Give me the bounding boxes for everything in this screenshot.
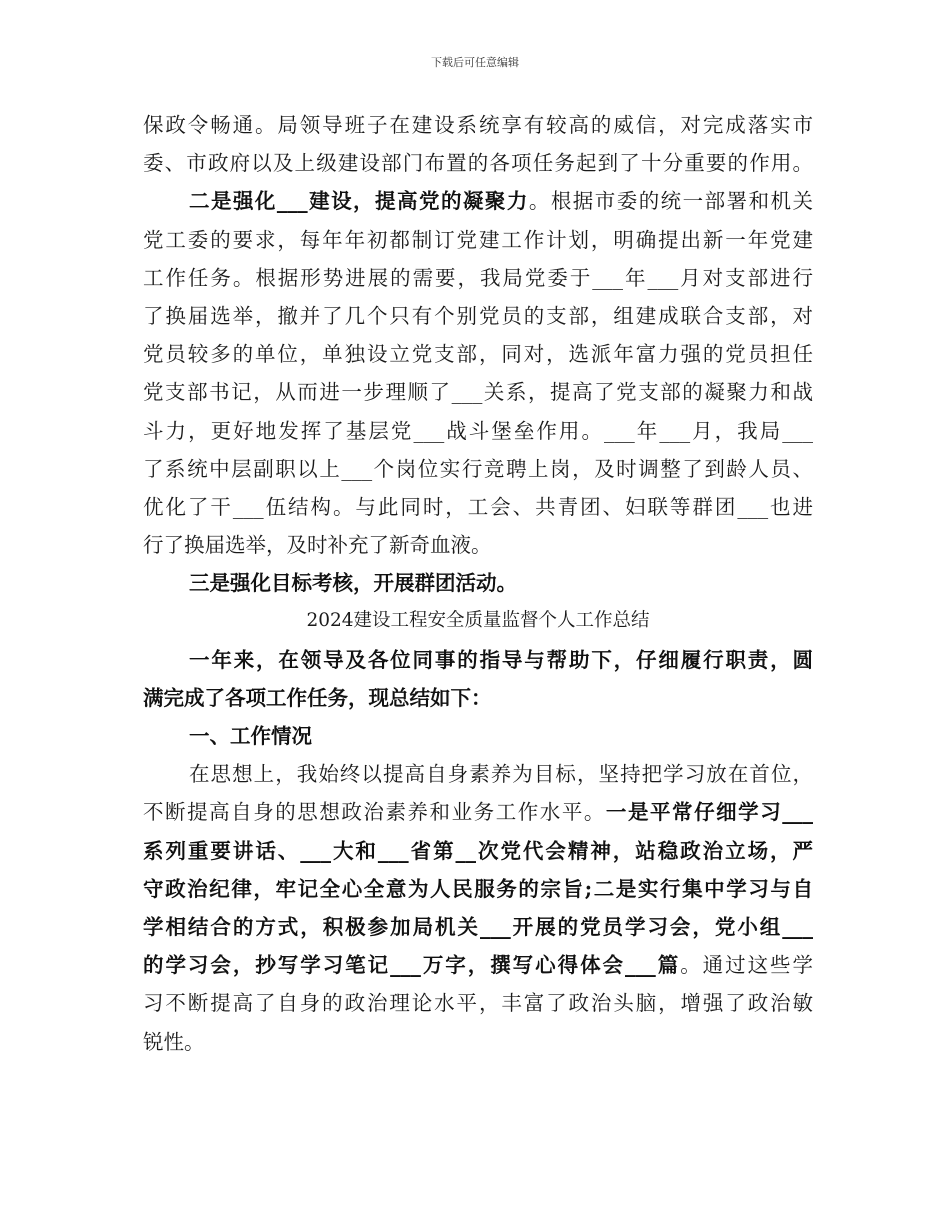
bold-text: 一是平常仔细学习___ (605, 800, 813, 825)
paragraph-line: 学相结合的方式，积极参加局机关___开展的党员学习会，党小组___ (143, 914, 813, 939)
paragraph-line: 了换届选举，撤并了几个只有个别党员的支部，组建成联合支部，对 (143, 303, 813, 328)
paragraph-line: 习不断提高了自身的政治理论水平，丰富了政治头脑，增强了政治敏 (143, 991, 813, 1016)
paragraph-text: 。根据市委的统一部署和机关 (528, 189, 813, 214)
paragraph-line: 保政令畅通。局领导班子在建设系统享有较高的威信，对完成落实市 (143, 113, 813, 137)
paragraph-line (143, 946, 813, 984)
section-heading: 一、工作情况 (189, 724, 312, 748)
paragraph-line: 系列重要讲话、___大和___省第__次党代会精神，站稳政治立场，严 (143, 838, 813, 863)
bold-heading-text: 二是强化___建设，提高党的凝聚力 (189, 189, 529, 214)
paragraph-line: 锐性。 (143, 1029, 205, 1054)
paragraph-line: 守政治纪律，牢记全心全意为人民服务的宗旨;二是实行集中学习与自 (143, 876, 813, 901)
paragraph-line (143, 182, 813, 220)
paragraph-line: 党员较多的单位，单独设立党支部，同对，选派年富力强的党员担任 (143, 342, 813, 367)
paragraph-line: 党工委的要求，每年年初都制订党建工作计划，明确提出新一年党建 (143, 227, 813, 252)
paragraph-line: 在思想上，我始终以提高自身素养为目标，坚持把学习放在首位， (189, 762, 813, 787)
document-title: 2024建设工程安全质量监督个人工作总结 (306, 610, 650, 632)
intro-line: 满完成了各项工作任务，现总结如下： (143, 685, 492, 710)
paragraph-line: 优化了干___伍结构。与此同时，工会、共青团、妇联等群团___也进 (143, 494, 813, 519)
paragraph-line: 斗力，更好地发挥了基层党___战斗堡垒作用。___年___月，我局___ (143, 418, 813, 443)
bold-text: 的学习会，抄写学习笔记___万字，撰写心得体会___篇 (143, 953, 681, 978)
bold-heading: 三是强化目标考核，开展群团活动。 (189, 571, 517, 596)
page-header: 下载后可任意编辑 (431, 56, 519, 69)
paragraph-text: 不断提高自身的思想政治素养和业务工作水平。 (143, 800, 606, 825)
intro-line: 一年来，在领导及各位同事的指导与帮助下，仔细履行职责，圆 (189, 647, 813, 672)
paragraph-text: 。通过这些学 (680, 953, 813, 978)
paragraph-line: 了系统中层副职以上___个岗位实行竞聘上岗，及时调整了到龄人员、 (143, 456, 813, 481)
document-body (143, 106, 813, 1061)
paragraph-line: 行了换届选举，及时补充了新奇血液。 (143, 533, 492, 558)
paragraph-line: 党支部书记，从而进一步理顺了___关系，提高了党支部的凝聚力和战 (143, 380, 813, 405)
paragraph-line: 工作任务。根据形势进展的需要，我局党委于___年___月对支部进行 (143, 265, 813, 290)
paragraph-line (143, 793, 813, 831)
paragraph-line: 委、市政府以及上级建设部门布置的各项任务起到了十分重要的作用。 (143, 151, 813, 176)
